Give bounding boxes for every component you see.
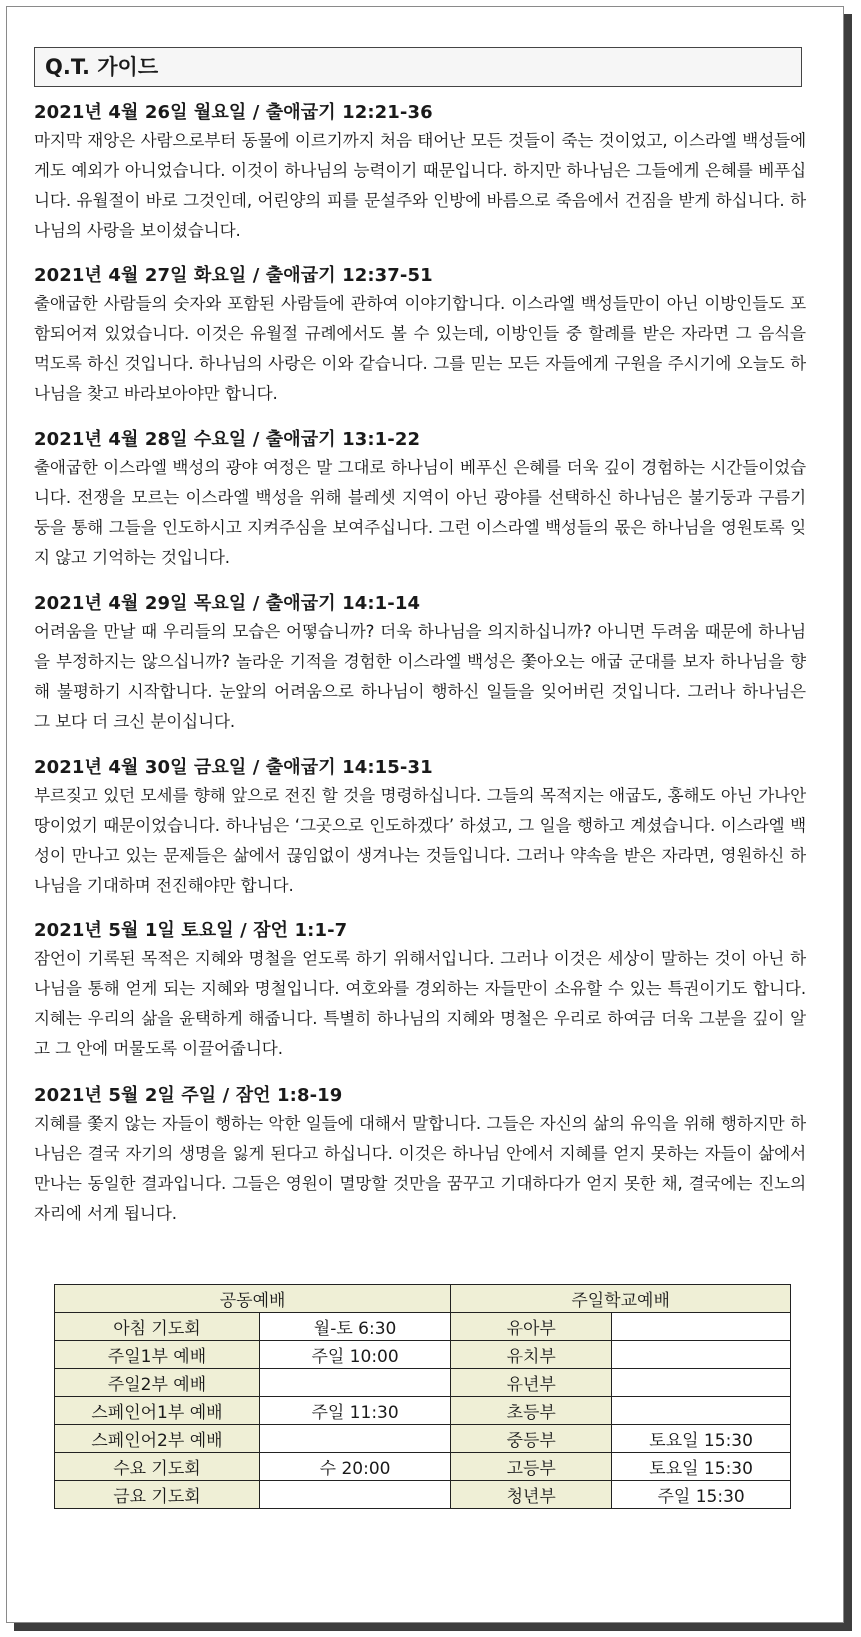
table-row: [55, 1425, 791, 1453]
entry-body: 마지막 재앙은 사람으로부터 동물에 이르기까지 처음 태어난 모든 것들이 죽는 것이었고, 이스라엘 백성들에게도 예외가 아니었습니다. 이것이 하나님의 능력이기 때문입니다. 하지만 하나님은 그들에게 은혜를 베푸십니다. 유월절이 바로 그것인데, 어린양의 피를 문설주와 인방에 바름으로 죽음에서 건짐을 받게 하십니다. 하나님의 사랑을 보이셨습니다.: [34, 131, 806, 240]
service-time: [259, 1481, 450, 1509]
service-time: [259, 1425, 450, 1453]
department-time: [612, 1369, 791, 1397]
department-label: 중등부: [451, 1425, 612, 1453]
department-label: 유치부: [451, 1341, 612, 1369]
entry-body: 잠언이 기록된 목적은 지혜와 명철을 얻도록 하기 위해서입니다. 그러나 이것은 세상이 말하는 것이 아닌 하나님을 통해 얻게 되는 지혜와 명철입니다. 여호와를 경외하는 자들만이 소유할 수 있는 특권이기도 합니다. 지혜는 우리의 삶을 윤택하게 해줍니다. 특별히 하나님의 지혜와 명철은 우리로 하여금 더욱 그분을 깊이 알고 그 안에 머물도록 이끌어줍니다.: [34, 949, 806, 1058]
qt-entry: [34, 263, 806, 409]
entry-heading: 2021년 4월 26일 월요일 / 출애굽기 12:21-36: [34, 102, 433, 123]
department-time: [612, 1397, 791, 1425]
service-label: 주일2부 예배: [55, 1369, 260, 1397]
service-label: 금요 기도회: [55, 1481, 260, 1509]
entry-heading: 2021년 4월 27일 화요일 / 출애굽기 12:37-51: [34, 265, 433, 286]
department-label: 초등부: [451, 1397, 612, 1425]
entry-heading: 2021년 5월 2일 주일 / 잠언 1:8-19: [34, 1085, 343, 1106]
department-label: 유년부: [451, 1369, 612, 1397]
entry-heading: 2021년 4월 28일 수요일 / 출애굽기 13:1-22: [34, 429, 421, 450]
entry-body: 지혜를 쫓지 않는 자들이 행하는 악한 일들에 대해서 말합니다. 그들은 자신의 삶의 유익을 위해 행하지만 하나님은 결국 자기의 생명을 잃게 된다고 하십니다. 이것은 하나님 안에서 지혜를 얻지 못하는 자들이 삶에서 만나는 동일한 결과입니다. 그들은 영원이 멸망할 것만을 꿈꾸고 기대하다가 얻지 못한 채, 결국에는 진노의 자리에 서게 됩니다.: [34, 1114, 806, 1223]
page-title: Q.T. 가이드: [34, 47, 802, 87]
qt-entry: [34, 591, 806, 737]
service-label: 스페인어2부 예배: [55, 1425, 260, 1453]
entry-body: 출애굽한 이스라엘 백성의 광야 여정은 말 그대로 하나님이 베푸신 은혜를 더욱 깊이 경험하는 시간들이었습니다. 전쟁을 모르는 이스라엘 백성을 위해 블레셋 지역이 아닌 광야를 선택하신 하나님은 불기둥과 구름기둥을 통해 그들을 인도하시고 지켜주심을 보여주십니다. 그런 이스라엘 백성들의 몫은 하나님을 영원토록 잊지 않고 기억하는 것입니다.: [34, 458, 806, 567]
table-row: [55, 1481, 791, 1509]
department-label: 청년부: [451, 1481, 612, 1509]
service-label: 스페인어1부 예배: [55, 1397, 260, 1425]
service-label: 수요 기도회: [55, 1453, 260, 1481]
department-time: 주일 15:30: [612, 1481, 791, 1509]
entry-body: 출애굽한 사람들의 숫자와 포함된 사람들에 관하여 이야기합니다. 이스라엘 백성들만이 아닌 이방인들도 포함되어져 있었습니다. 이것은 유월절 규례에서도 볼 수 있는데, 이방인들 중 할례를 받은 자라면 그 음식을 먹도록 하신 것입니다. 하나님의 사랑은 이와 같습니다. 그를 믿는 모든 자들에게 구원을 주시기에 오늘도 하나님을 찾고 바라보아야만 합니다.: [34, 294, 806, 403]
service-time: 주일 11:30: [259, 1397, 450, 1425]
qt-entry: [34, 918, 806, 1064]
service-time: 월-토 6:30: [259, 1313, 450, 1341]
header-sunday-school: 주일학교예배: [451, 1285, 791, 1313]
department-label: 유아부: [451, 1313, 612, 1341]
entry-body: 어려움을 만날 때 우리들의 모습은 어떻습니까? 더욱 하나님을 의지하십니까? 아니면 두려움 때문에 하나님을 부정하지는 않으십니까? 놀라운 기적을 경험한 이스라엘 백성은 쫓아오는 애굽 군대를 보자 하나님을 향해 불평하기 시작합니다. 눈앞의 어려움으로 하나님이 행하신 일들을 잊어버린 것입니다. 그러나 하나님은 그 보다 더 크신 분이십니다.: [34, 622, 806, 731]
department-label: 고등부: [451, 1453, 612, 1481]
table-row: [55, 1369, 791, 1397]
entry-heading: 2021년 4월 29일 목요일 / 출애굽기 14:1-14: [34, 593, 421, 614]
entry-heading: 2021년 5월 1일 토요일 / 잠언 1:1-7: [34, 920, 348, 941]
table-row: [55, 1341, 791, 1369]
service-label: 주일1부 예배: [55, 1341, 260, 1369]
qt-entry: [34, 100, 806, 246]
entry-body: 부르짖고 있던 모세를 향해 앞으로 전진 할 것을 명령하십니다. 그들의 목적지는 애굽도, 홍해도 아닌 가나안 땅이었기 때문이었습니다. 하나님은 ‘그곳으로 인도하겠다’ 하셨고, 그 일을 행하고 계셨습니다. 이스라엘 백성이 만나고 있는 문제들은 삶에서 끊임없이 생겨나는 것들입니다. 그러나 약속을 받은 자라면, 영원하신 하나님을 기대하며 전진해야만 합니다.: [34, 786, 806, 895]
qt-entry: [34, 1083, 806, 1229]
entry-heading: 2021년 4월 30일 금요일 / 출애굽기 14:15-31: [34, 757, 433, 778]
service-time: 주일 10:00: [259, 1341, 450, 1369]
table-row: [55, 1313, 791, 1341]
service-label: 아침 기도회: [55, 1313, 260, 1341]
department-time: [612, 1313, 791, 1341]
service-time: 수 20:00: [259, 1453, 450, 1481]
qt-entry: [34, 755, 806, 901]
department-time: [612, 1341, 791, 1369]
bulletin-page: [6, 6, 844, 1623]
table-row: [55, 1397, 791, 1425]
department-time: 토요일 15:30: [612, 1453, 791, 1481]
qt-entry: [34, 427, 806, 573]
service-time: [259, 1369, 450, 1397]
worship-schedule-table: [54, 1284, 791, 1509]
table-header-row: [55, 1285, 791, 1313]
department-time: 토요일 15:30: [612, 1425, 791, 1453]
header-common-worship: 공동예배: [55, 1285, 451, 1313]
table-row: [55, 1453, 791, 1481]
